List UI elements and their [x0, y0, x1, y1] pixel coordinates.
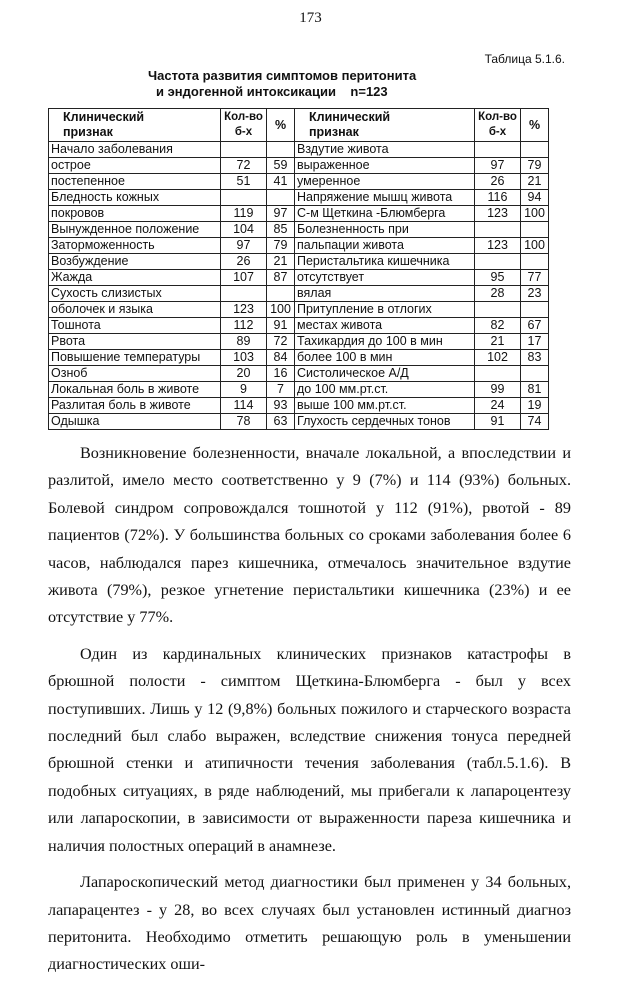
symptoms-table: [48, 108, 549, 430]
cell-percent-right: 94: [521, 190, 549, 206]
cell-count-left: 78: [221, 414, 267, 430]
cell-count-right: 21: [475, 334, 521, 350]
cell-percent-left: [267, 142, 295, 158]
cell-sign-right: Систолическое А/Д: [295, 366, 475, 382]
cell-sign-right: Перистальтика кишечника: [295, 254, 475, 270]
header-count-line2: б-х: [234, 126, 253, 138]
cell-count-right: 123: [475, 238, 521, 254]
cell-count-right: [475, 366, 521, 382]
table-reference: Таблица 5.1.6.: [484, 52, 565, 66]
cell-percent-right: 21: [521, 174, 549, 190]
cell-sign-left: Локальная боль в животе: [49, 382, 221, 398]
cell-sign-right: вялая: [295, 286, 475, 302]
cell-sign-left: Разлитая боль в животе: [49, 398, 221, 414]
cell-sign-right: Глухость сердечных тонов: [295, 414, 475, 430]
cell-count-right: [475, 302, 521, 318]
cell-count-left: 119: [221, 206, 267, 222]
cell-sign-left: острое: [49, 158, 221, 174]
table-row: [49, 366, 549, 382]
cell-sign-right: отсутствует: [295, 270, 475, 286]
cell-count-left: 26: [221, 254, 267, 270]
table-row: [49, 302, 549, 318]
cell-sign-left: Одышка: [49, 414, 221, 430]
cell-percent-left: 100: [267, 302, 295, 318]
table-row: [49, 174, 549, 190]
cell-percent-right: [521, 302, 549, 318]
cell-percent-right: [521, 366, 549, 382]
header-count-line1: Кол-во: [478, 111, 517, 123]
cell-sign-left: постепенное: [49, 174, 221, 190]
cell-sign-right: выше 100 мм.рт.ст.: [295, 398, 475, 414]
paragraph: Один из кардинальных клинических признаков катастрофы в брюшной полости - симптом Щеткина-Блюмберга - был у всех поступивших. Лишь у 12 (9,8%) больных пожилого и старческого возраста последний был слабо выражен, вследствие снижения тонуса передней брюшной стенки и атипичности течения заболевания (табл.5.1.6). В подобных ситуациях, в ряде наблюдений, мы прибегали к лапароцентезу или лапароскопии, в зависимости от выраженности пареза кишечника и наличия полостных операций в анамнезе.: [48, 644, 571, 855]
cell-sign-left: покровов: [49, 206, 221, 222]
cell-count-left: 9: [221, 382, 267, 398]
cell-percent-left: 93: [267, 398, 295, 414]
cell-percent-right: 23: [521, 286, 549, 302]
table-row: [49, 382, 549, 398]
header-count-right: [475, 109, 521, 142]
cell-percent-left: 7: [267, 382, 295, 398]
cell-sign-right: Напряжение мышц живота: [295, 190, 475, 206]
table-row: [49, 270, 549, 286]
paragraph: Лапароскопический метод диагностики был применен у 34 больных, лапарацентез - у 28, во всех случаях был установлен истинный диагноз перитонита. Необходимо отметить решающую роль в уменьшении диагностических оши-: [48, 873, 571, 974]
cell-percent-left: 21: [267, 254, 295, 270]
table-row: [49, 286, 549, 302]
cell-count-left: 72: [221, 158, 267, 174]
cell-sign-right: Вздутие живота: [295, 142, 475, 158]
header-count-line1: Кол-во: [224, 111, 263, 123]
cell-sign-left: Сухость слизистых: [49, 286, 221, 302]
table-row: [49, 350, 549, 366]
table-row: [49, 158, 549, 174]
header-sign-line2: признак: [309, 125, 359, 139]
table-body: [49, 142, 549, 430]
cell-sign-right: местах живота: [295, 318, 475, 334]
cell-percent-left: 85: [267, 222, 295, 238]
cell-count-left: 112: [221, 318, 267, 334]
table-row: [49, 334, 549, 350]
cell-percent-left: 87: [267, 270, 295, 286]
cell-sign-right: пальпации живота: [295, 238, 475, 254]
cell-sign-right: Тахикардия до 100 в мин: [295, 334, 475, 350]
paragraph: Возникновение болезненности, вначале локальной, а впоследствии и разлитой, имело место соответственно у 9 (7%) и 114 (93%) больных. Болевой синдром сопровождался тошнотой у 112 (91%), рвотой - 89 пациентов (72%). У большинства больных со сроками заболевания более 6 часов, наблюдался парез кишечника, отмечалось значительное вздутие живота (79%), резкое угнетение перистальтики кишечника (23%) и ее отсутствие у 77%.: [48, 444, 571, 627]
header-count-line2: б-х: [488, 126, 507, 138]
cell-percent-right: 79: [521, 158, 549, 174]
cell-percent-left: 91: [267, 318, 295, 334]
cell-count-left: 103: [221, 350, 267, 366]
cell-sign-left: Повышение температуры: [49, 350, 221, 366]
table-row: [49, 206, 549, 222]
cell-count-left: [221, 286, 267, 302]
body-text: [48, 440, 571, 988]
caption-line-2: и эндогенной интоксикации n=123: [156, 84, 388, 99]
cell-sign-right: выраженное: [295, 158, 475, 174]
table-row: [49, 414, 549, 430]
cell-count-right: 97: [475, 158, 521, 174]
cell-count-right: 26: [475, 174, 521, 190]
cell-percent-left: [267, 190, 295, 206]
cell-count-left: 107: [221, 270, 267, 286]
cell-percent-left: 72: [267, 334, 295, 350]
cell-sign-left: оболочек и языка: [49, 302, 221, 318]
cell-count-right: 123: [475, 206, 521, 222]
cell-sign-left: Возбуждение: [49, 254, 221, 270]
cell-percent-left: 63: [267, 414, 295, 430]
cell-percent-right: [521, 142, 549, 158]
cell-sign-left: Заторможенность: [49, 238, 221, 254]
cell-percent-left: 79: [267, 238, 295, 254]
cell-sign-right: С-м Щеткина -Блюмберга: [295, 206, 475, 222]
table-row: [49, 318, 549, 334]
cell-percent-right: 83: [521, 350, 549, 366]
cell-count-left: 20: [221, 366, 267, 382]
cell-count-right: 95: [475, 270, 521, 286]
cell-percent-right: 100: [521, 238, 549, 254]
cell-count-left: [221, 142, 267, 158]
cell-sign-left: Тошнота: [49, 318, 221, 334]
table-row: [49, 398, 549, 414]
cell-count-right: 116: [475, 190, 521, 206]
cell-count-left: 89: [221, 334, 267, 350]
cell-percent-right: 81: [521, 382, 549, 398]
caption-line-1: Частота развития симптомов перитонита: [148, 68, 417, 83]
header-percent-right: %: [521, 109, 549, 142]
table-row: [49, 254, 549, 270]
cell-sign-left: Рвота: [49, 334, 221, 350]
cell-count-left: 114: [221, 398, 267, 414]
cell-percent-right: [521, 254, 549, 270]
table-row: [49, 238, 549, 254]
cell-count-right: [475, 254, 521, 270]
cell-percent-right: [521, 222, 549, 238]
cell-count-left: 97: [221, 238, 267, 254]
cell-sign-right: Притупление в отлогих: [295, 302, 475, 318]
header-sign-line1: Клинический: [63, 110, 145, 124]
cell-percent-right: 67: [521, 318, 549, 334]
cell-count-right: [475, 222, 521, 238]
table-header-row: [49, 109, 549, 142]
table-caption: [148, 68, 416, 100]
cell-percent-left: 84: [267, 350, 295, 366]
cell-percent-left: 41: [267, 174, 295, 190]
cell-sign-right: до 100 мм.рт.ст.: [295, 382, 475, 398]
cell-percent-right: 77: [521, 270, 549, 286]
cell-sign-right: более 100 в мин: [295, 350, 475, 366]
header-sign-line2: признак: [63, 125, 113, 139]
cell-sign-left: Вынужденное положение: [49, 222, 221, 238]
header-count-left: [221, 109, 267, 142]
cell-sign-right: Болезненность при: [295, 222, 475, 238]
cell-percent-left: 97: [267, 206, 295, 222]
cell-count-left: [221, 190, 267, 206]
page-number: 173: [299, 10, 322, 26]
table-row: [49, 190, 549, 206]
cell-sign-left: Жажда: [49, 270, 221, 286]
cell-count-right: 82: [475, 318, 521, 334]
cell-percent-right: 19: [521, 398, 549, 414]
cell-sign-right: умеренное: [295, 174, 475, 190]
cell-count-right: 28: [475, 286, 521, 302]
cell-count-right: [475, 142, 521, 158]
table-row: [49, 142, 549, 158]
header-percent-left: %: [267, 109, 295, 142]
cell-percent-left: 16: [267, 366, 295, 382]
table-row: [49, 222, 549, 238]
cell-count-right: 99: [475, 382, 521, 398]
cell-percent-right: 74: [521, 414, 549, 430]
header-sign-line1: Клинический: [309, 110, 391, 124]
cell-count-left: 51: [221, 174, 267, 190]
cell-count-right: 102: [475, 350, 521, 366]
cell-count-left: 104: [221, 222, 267, 238]
header-sign-left: [49, 109, 221, 142]
cell-percent-left: [267, 286, 295, 302]
cell-sign-left: Бледность кожных: [49, 190, 221, 206]
cell-percent-left: 59: [267, 158, 295, 174]
cell-percent-right: 100: [521, 206, 549, 222]
header-sign-right: [295, 109, 475, 142]
cell-percent-right: 17: [521, 334, 549, 350]
cell-count-right: 91: [475, 414, 521, 430]
cell-count-left: 123: [221, 302, 267, 318]
cell-count-right: 24: [475, 398, 521, 414]
cell-sign-left: Начало заболевания: [49, 142, 221, 158]
cell-sign-left: Озноб: [49, 366, 221, 382]
